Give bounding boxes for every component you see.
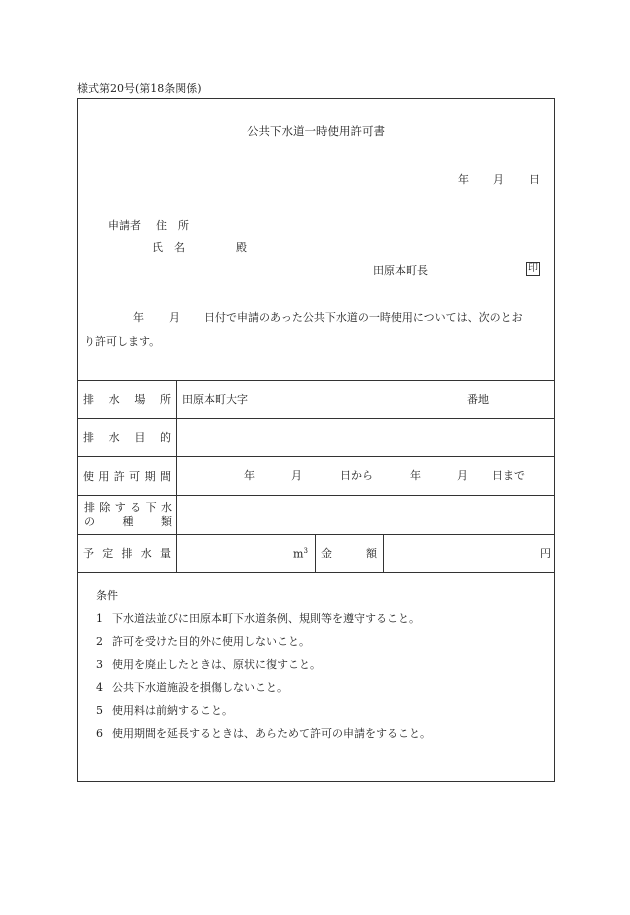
period-to-day: 日まで — [492, 469, 525, 482]
condition-text: 使用期間を延長するときは、あらためて許可の申請をすること。 — [112, 727, 431, 740]
label-char: 排 — [121, 547, 133, 560]
condition-text: 公共下水道施設を損傷しないこと。 — [112, 681, 288, 694]
condition-item — [96, 679, 288, 695]
label-char: 水 — [108, 393, 120, 406]
label-char: 下 — [145, 501, 157, 514]
condition-item — [96, 702, 233, 718]
condition-text: 下水道法並びに田原本町下水道条例、規則等を遵守すること。 — [112, 612, 420, 625]
condition-number: 1 — [96, 612, 103, 625]
period-from-year: 年 — [244, 469, 255, 482]
label-char: 予 — [83, 547, 94, 560]
condition-number: 2 — [96, 635, 103, 648]
label-char: 水 — [160, 501, 172, 514]
label-char: 排 — [83, 431, 94, 444]
body-text-line2: り許可します。 — [84, 335, 161, 348]
label-char: 額 — [366, 547, 377, 560]
label-char: 許 — [113, 469, 125, 483]
sewage-type-label — [84, 501, 172, 529]
seal-mark: 印 — [528, 263, 538, 274]
form-number-label: 様式第20号(第18条関係) — [77, 82, 202, 95]
label-char: 水 — [108, 431, 120, 444]
label-char: 目 — [134, 431, 146, 444]
body-month: 月 — [169, 311, 180, 324]
period-from-day: 日から — [340, 469, 373, 482]
amount-label — [321, 548, 377, 559]
body-year: 年 — [133, 311, 144, 324]
condition-item — [96, 725, 431, 741]
condition-item — [96, 656, 321, 672]
period-to-year: 年 — [410, 469, 421, 482]
name-label: 氏 名 — [152, 241, 185, 254]
amount-divider — [383, 534, 384, 572]
period-from-month: 月 — [291, 469, 302, 482]
planned-volume-label — [78, 534, 176, 572]
label-char: 期 — [144, 469, 156, 483]
issuer-name: 田原本町長 — [373, 264, 428, 277]
drain-location-suffix: 番地 — [467, 393, 489, 406]
condition-number: 4 — [96, 681, 103, 694]
label-char: る — [130, 501, 142, 514]
label-char: す — [114, 501, 126, 514]
condition-number: 3 — [96, 658, 103, 671]
document-title: 公共下水道一時使用許可書 — [247, 124, 385, 138]
sewage-type-label-line1 — [84, 501, 172, 515]
label-char: 金 — [321, 547, 332, 560]
label-char: の — [84, 515, 95, 528]
volume-divider — [315, 534, 316, 572]
label-char: 除 — [99, 501, 111, 514]
conditions-heading: 条件 — [96, 589, 118, 602]
date-month-label: 月 — [493, 173, 504, 186]
label-char: 量 — [160, 547, 171, 560]
permit-form — [77, 98, 555, 782]
label-char: 排 — [83, 393, 94, 406]
address-label: 住 所 — [156, 219, 189, 232]
table-bottom-border — [78, 572, 554, 573]
label-char: 定 — [102, 547, 114, 560]
drain-purpose-label — [78, 418, 176, 456]
period-to-month: 月 — [457, 469, 468, 482]
sewage-type-label-line2 — [84, 515, 172, 529]
condition-number: 5 — [96, 704, 103, 717]
amount-unit: 円 — [540, 547, 551, 560]
label-char: 可 — [129, 469, 141, 483]
honorific-label: 殿 — [236, 241, 247, 254]
row-divider — [78, 495, 554, 496]
label-char: 水 — [140, 547, 152, 560]
condition-text: 許可を受けた目的外に使用しないこと。 — [112, 635, 310, 648]
date-year-label: 年 — [458, 173, 469, 186]
volume-unit-superscript: 3 — [303, 547, 308, 555]
label-char: 排 — [84, 501, 95, 514]
label-char: 所 — [159, 393, 171, 406]
label-char: 用 — [98, 469, 110, 483]
body-text-line1: 日付で申請のあった公共下水道の一時使用については、次のとお — [204, 311, 523, 324]
condition-text: 使用料は前納すること。 — [112, 704, 233, 717]
label-char: 種 — [122, 515, 134, 528]
condition-number: 6 — [96, 727, 103, 740]
condition-item — [96, 633, 310, 649]
label-char: 類 — [161, 515, 172, 528]
volume-unit-text: m — [293, 547, 304, 561]
date-day-label: 日 — [529, 173, 540, 186]
condition-item — [96, 610, 420, 626]
label-column-divider — [176, 380, 177, 572]
label-char: 的 — [159, 431, 171, 444]
label-char: 場 — [134, 393, 146, 406]
applicant-label: 申請者 — [108, 219, 141, 232]
permit-period-label — [78, 456, 176, 495]
label-char: 使 — [83, 469, 94, 483]
drain-location-label — [78, 380, 176, 418]
volume-unit — [293, 548, 308, 560]
condition-text: 使用を廃止したときは、原状に復すこと。 — [112, 658, 321, 671]
drain-location-prefix: 田原本町大字 — [182, 393, 248, 406]
label-char: 間 — [159, 469, 171, 483]
